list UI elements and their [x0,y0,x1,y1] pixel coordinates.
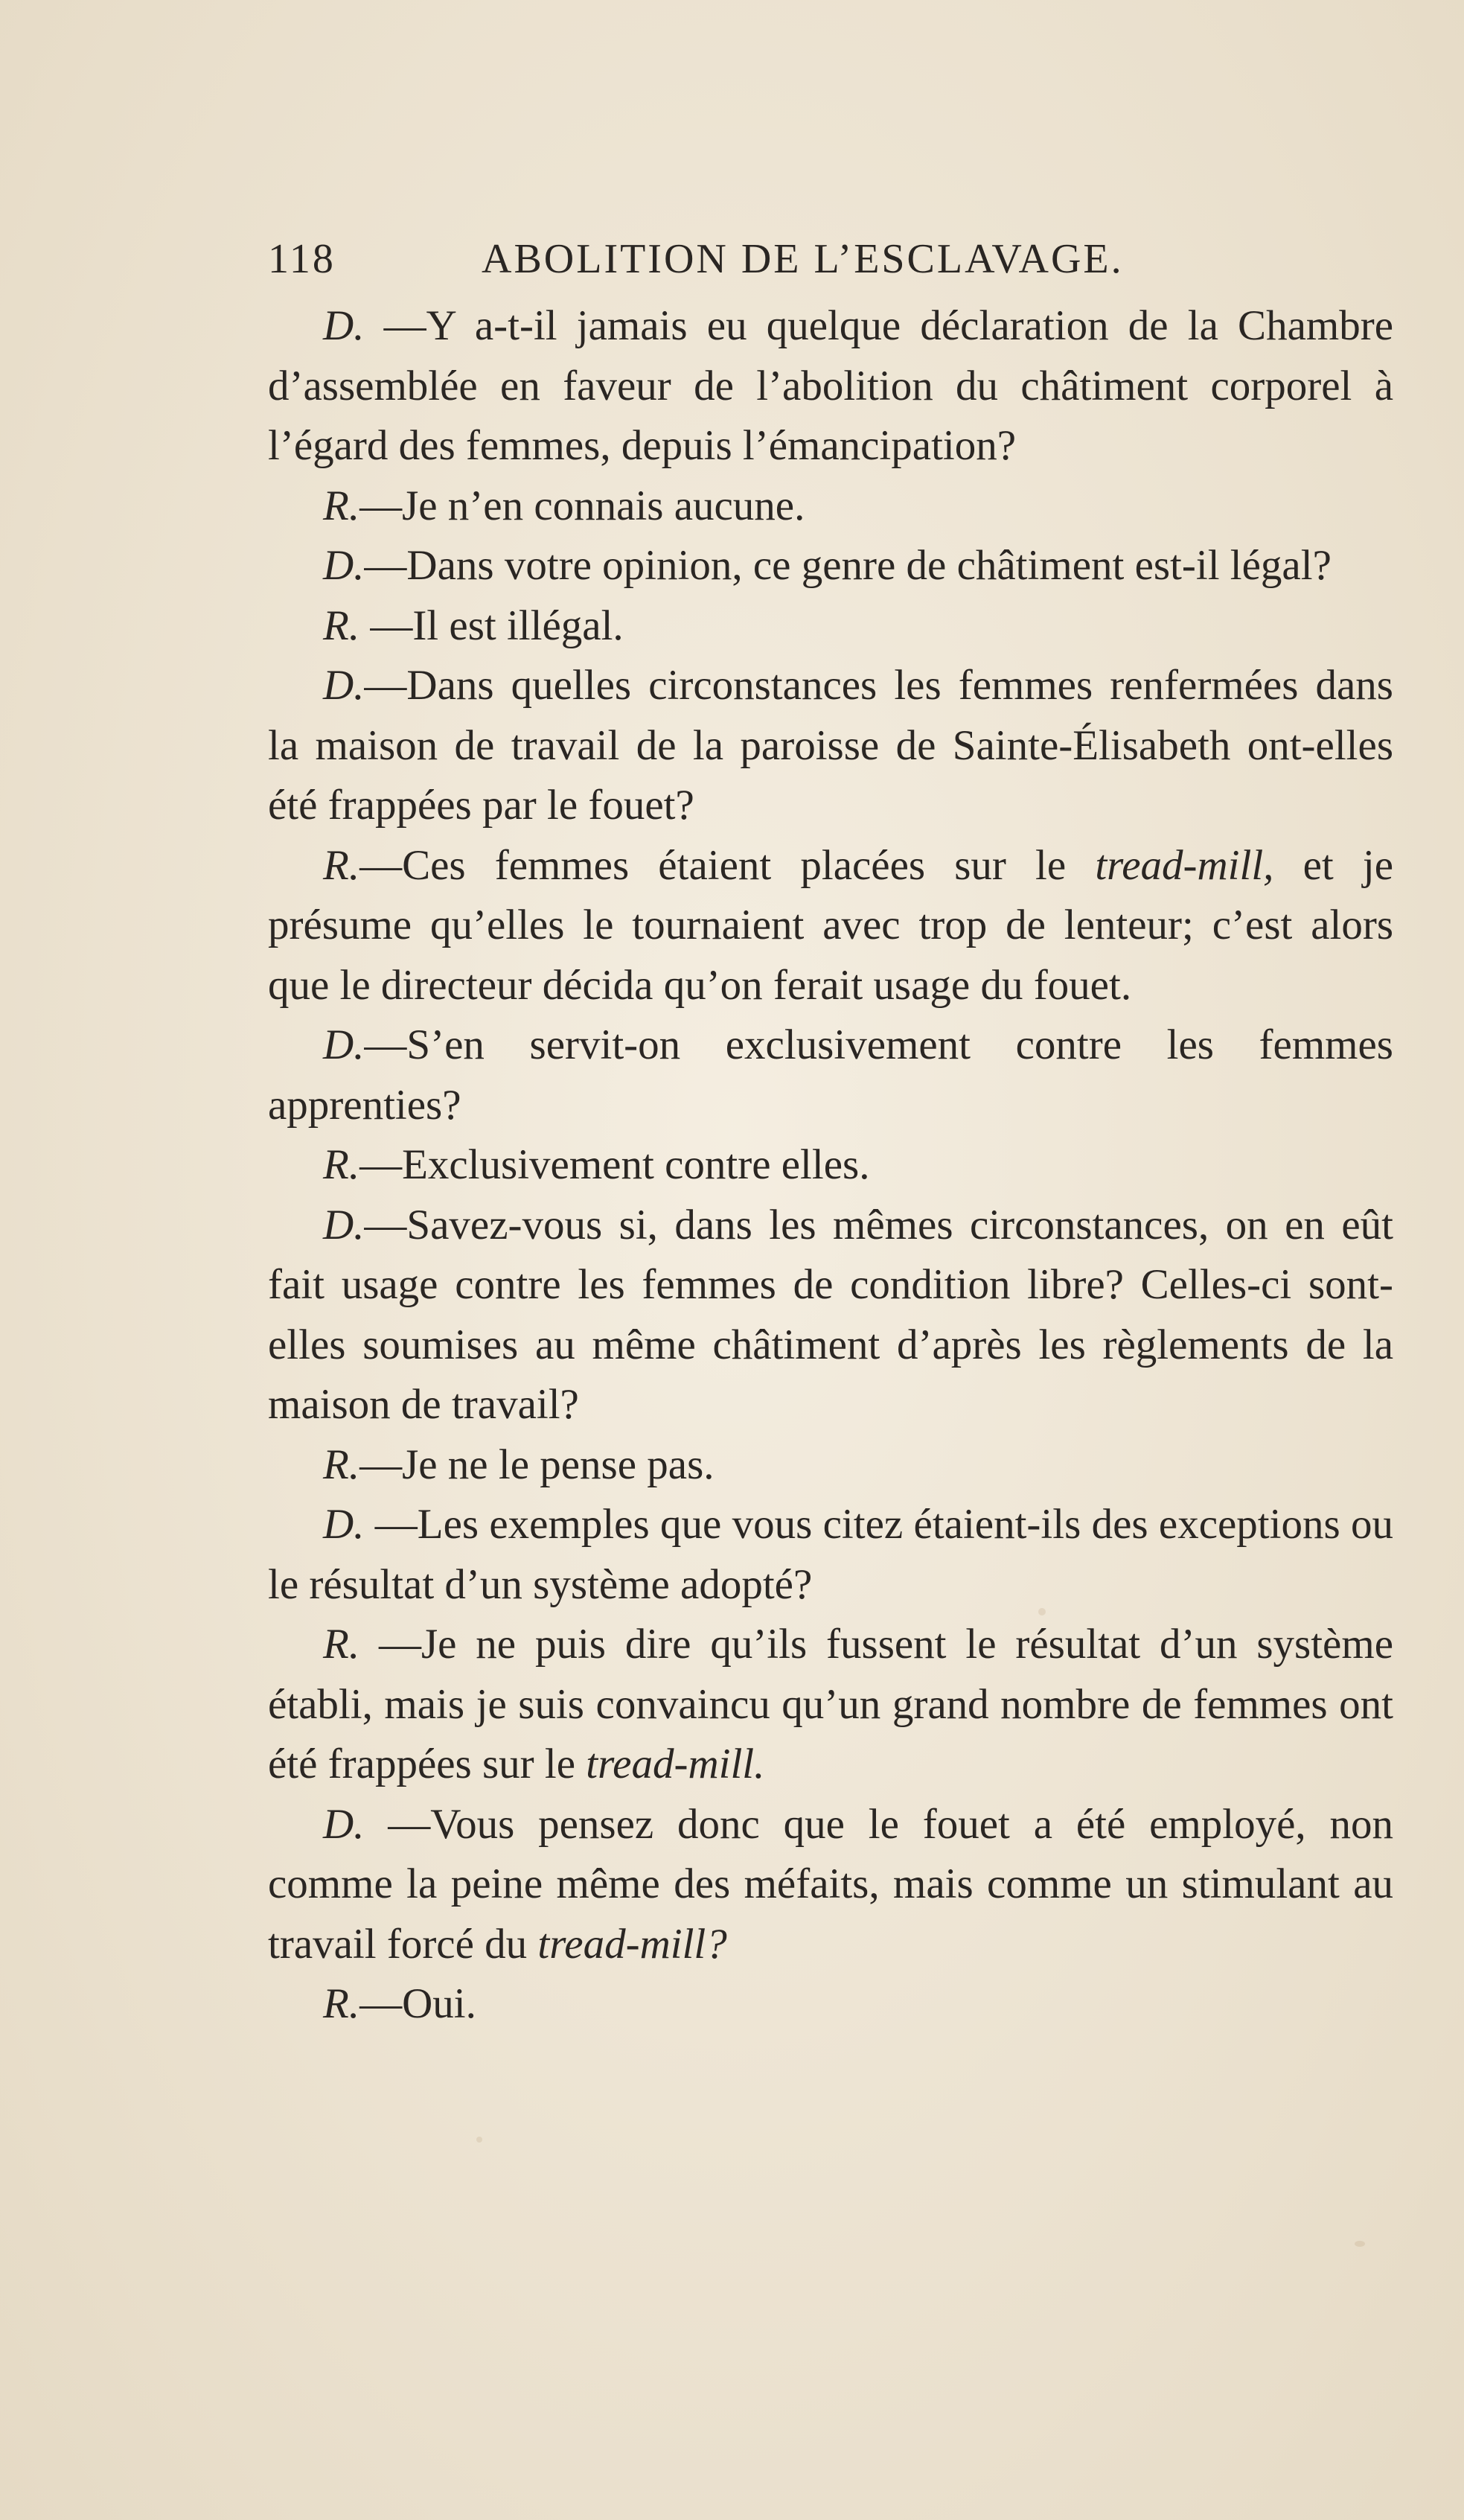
question-paragraph [268,296,1393,476]
speaker-label: R. [323,1141,360,1188]
question-paragraph [268,1795,1393,1975]
speaker-label: D. [323,1501,365,1548]
paragraph-text: —Dans quelles circonstances les femmes renfermées dans la maison de travail de la paroisse de Sainte-Élisabeth ont-elles été frappées par le fouet? [268,662,1393,829]
answer-paragraph [268,596,1393,657]
question-paragraph [268,536,1393,596]
speaker-label: D. [323,542,365,589]
speaker-label: D. [323,302,365,349]
speaker-label: D. [323,662,365,709]
speaker-label: R. [323,1441,360,1488]
paragraph-text: —Je ne puis dire qu’ils fussent le résultat d’un système établi, mais je suis convaincu qu’un grand nombre de femmes ont été frappées sur le [268,1621,1393,1787]
paragraph-text: —Les exemples que vous citez étaient-ils des exceptions ou le résultat d’un système adopté? [268,1501,1393,1608]
question-paragraph [268,1015,1393,1135]
question-paragraph [268,656,1393,836]
answer-paragraph [268,1135,1393,1196]
speaker-label: D. [323,1201,365,1248]
dialogue-text [268,296,1393,2035]
paragraph-text: et je présume qu’elles le tournaient avec trop de lenteur; c’est alors que le directeur décida qu’on ferait usage du fouet. [268,841,1394,1009]
paragraph-text: —Oui. [359,1980,476,2027]
paragraph-text: —Exclusivement contre elles. [359,1141,870,1188]
speaker-label: D. [323,1021,365,1068]
paper-stain [476,2137,482,2143]
italic-term: tread-mill? [537,1920,727,1968]
speaker-label: R. [323,1621,360,1668]
paragraph-text: —Savez-vous si, dans les mêmes circonstances, on en eût fait usage contre les femmes de condition libre? Celles-ci sont-elles soumises au même châtiment d’après les règlements de la maison de travail? [268,1201,1393,1428]
speaker-label: R. [323,841,360,889]
page-header [268,229,1198,289]
page-number: 118 [268,236,336,282]
paragraph-text: —Je n’en connais aucune. [359,482,805,529]
paragraph-text: —Vous pensez donc que le fouet a été employé, non comme la peine même des méfaits, mais comme un stimulant au travail forcé du [268,1800,1393,1968]
italic-term: tread-mill, [1095,841,1274,889]
speaker-label: D. [323,1800,365,1848]
speaker-label: R. [323,482,360,529]
paragraph-text: —Je ne le pense pas. [359,1441,715,1488]
italic-term: tread-mill. [586,1741,765,1787]
paragraph-text: —S’en servit-on exclusivement contre les femmes apprenties? [268,1021,1393,1129]
speaker-label: R. [323,1980,360,2027]
paragraph-text: —Dans votre opinion, ce genre de châtiment est-il légal? [364,542,1332,589]
answer-paragraph [268,1974,1393,2035]
answer-paragraph [268,1435,1393,1496]
question-paragraph [268,1495,1393,1615]
paragraph-text: —Il est illégal. [359,602,624,649]
running-title: ABOLITION DE L’ESCLAVAGE. [482,236,1124,282]
answer-paragraph [268,476,1393,537]
question-paragraph [268,1196,1393,1435]
speaker-label: R. [323,602,360,649]
paper-stain [1355,2241,1365,2247]
answer-paragraph [268,1615,1393,1795]
paragraph-text: —Y a-t-il jamais eu quelque déclaration de la Chambre d’assemblée en faveur de l’abolition du châtiment corporel à l’égard des femmes, depuis l’émancipation? [268,302,1393,469]
answer-paragraph [268,836,1393,1016]
paragraph-text: —Ces femmes étaient placées sur le [359,841,1096,889]
